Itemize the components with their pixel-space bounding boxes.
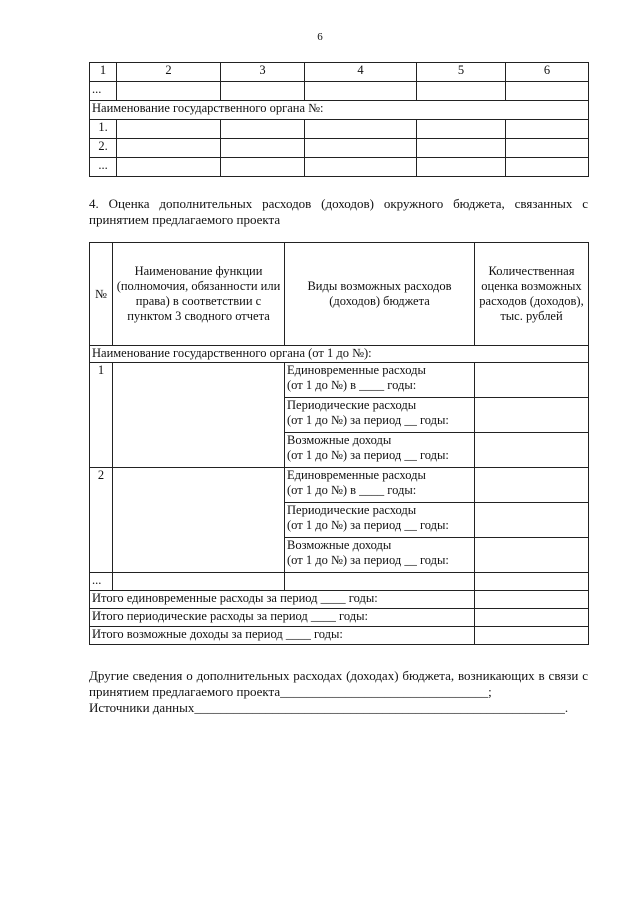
row-number: 2 <box>90 468 113 573</box>
table-row <box>90 101 589 120</box>
row-number: ... <box>90 158 117 177</box>
header-num: № <box>90 243 113 346</box>
estimate-cell <box>475 627 589 645</box>
table-row <box>90 158 589 177</box>
table-row <box>90 82 589 101</box>
org-name-row: Наименование государственного органа №: <box>90 101 589 120</box>
expense-type-cell: Единовременные расходы (от 1 до №) в ____ годы: <box>285 468 475 503</box>
header-cell: 1 <box>90 63 117 82</box>
row-number: 2. <box>90 139 117 158</box>
total-row-label: Итого периодические расходы за период ____ годы: <box>90 609 475 627</box>
estimate-cell <box>475 609 589 627</box>
estimate-cell <box>475 591 589 609</box>
estimate-cell <box>475 398 589 433</box>
table-row <box>90 573 589 591</box>
header-function: Наименование функции (полномочия, обязанности или права) в соответствии с пунктом 3 сводного отчета <box>113 243 285 346</box>
row-number: ... <box>90 82 117 101</box>
table-row <box>90 346 589 363</box>
section-heading: 4. Оценка дополнительных расходов (доходов) окружного бюджета, связанных с принятием предлагаемого проекта <box>89 196 588 227</box>
expense-type-cell: Возможные доходы (от 1 до №) за период __ годы: <box>285 433 475 468</box>
function-cell <box>113 468 285 573</box>
other-info-paragraph: Другие сведения о дополнительных расходах (доходах) бюджета, возникающих в связи с принятием предлагаемого проекта________________________________; <box>89 668 588 699</box>
header-cell: 2 <box>117 63 221 82</box>
org-name-row: Наименование государственного органа (от 1 до №): <box>90 346 589 363</box>
header-types: Виды возможных расходов (доходов) бюджета <box>285 243 475 346</box>
table-row <box>90 363 589 398</box>
expense-type-cell: Периодические расходы (от 1 до №) за период __ годы: <box>285 398 475 433</box>
header-cell: 4 <box>305 63 417 82</box>
table-row <box>90 627 589 645</box>
row-number: 1. <box>90 120 117 139</box>
total-row-label: Итого возможные доходы за период ____ годы: <box>90 627 475 645</box>
expense-type-cell: Единовременные расходы (от 1 до №) в ____ годы: <box>285 363 475 398</box>
estimate-cell <box>475 503 589 538</box>
header-cell: 6 <box>506 63 589 82</box>
table-header-row <box>90 63 589 82</box>
data-sources-line: Источники данных_________________________________________________________. <box>89 700 569 715</box>
page-number: 6 <box>317 31 323 43</box>
expenses-estimate-table <box>89 242 589 645</box>
header-estimate: Количественная оценка возможных расходов (доходов), тыс. рублей <box>475 243 589 346</box>
estimate-cell <box>475 433 589 468</box>
row-number: 1 <box>90 363 113 468</box>
table-row <box>90 139 589 158</box>
table-row <box>90 591 589 609</box>
expense-type-cell: Возможные доходы (от 1 до №) за период __ годы: <box>285 538 475 573</box>
row-number: ... <box>90 573 113 591</box>
estimate-cell <box>475 468 589 503</box>
table-continuation <box>89 62 589 177</box>
estimate-cell <box>475 363 589 398</box>
estimate-cell <box>475 538 589 573</box>
function-cell <box>113 363 285 468</box>
total-row-label: Итого единовременные расходы за период ____ годы: <box>90 591 475 609</box>
table-row <box>90 609 589 627</box>
expense-type-cell: Периодические расходы (от 1 до №) за период __ годы: <box>285 503 475 538</box>
table-header-row <box>90 243 589 346</box>
table-row <box>90 468 589 503</box>
header-cell: 3 <box>221 63 305 82</box>
header-cell: 5 <box>417 63 506 82</box>
table-row <box>90 120 589 139</box>
